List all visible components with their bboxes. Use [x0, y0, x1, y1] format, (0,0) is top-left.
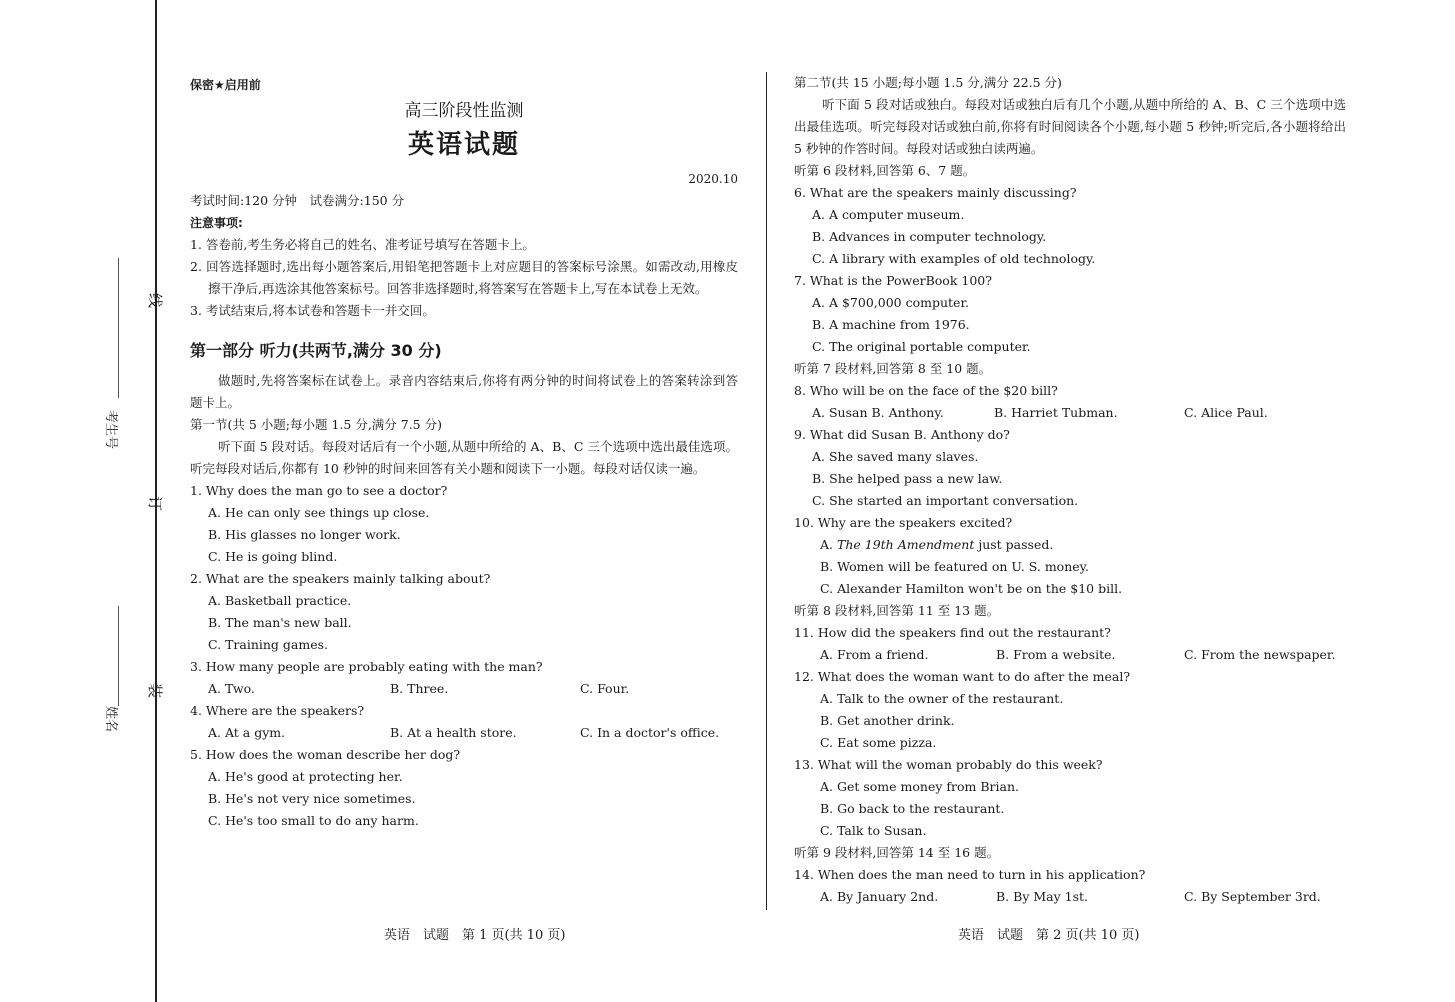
exam-title: 英语试题 — [407, 130, 520, 160]
option: C. Talk to Susan. — [820, 823, 927, 838]
option: A. He can only see things up close. — [208, 505, 430, 520]
option-prefix: A. — [820, 537, 837, 552]
option: A. She saved many slaves. — [812, 449, 979, 464]
question-8: 8. Who will be on the face of the $20 bill? — [794, 383, 1058, 398]
option: B. Women will be featured on U. S. money. — [820, 559, 1090, 574]
question-2: 2. What are the speakers mainly talking about? — [190, 571, 491, 586]
option-row — [190, 678, 738, 700]
name-label: 姓名 — [103, 706, 118, 733]
question-3: 3. How many people are probably eating with the man? — [190, 659, 543, 674]
option: B. The man's new ball. — [208, 615, 352, 630]
column-divider — [766, 72, 767, 910]
question-5: 5. How does the woman describe her dog? — [190, 747, 461, 762]
question-13: 13. What will the woman probably do this week? — [794, 757, 1103, 772]
option: B. He's not very nice sometimes. — [208, 791, 416, 806]
option: B. At a health store. — [390, 725, 517, 740]
time-info: 考试时间:120 分钟 试卷满分:150 分 — [190, 193, 405, 208]
option: A. Talk to the owner of the restaurant. — [820, 691, 1064, 706]
right-page — [794, 72, 1346, 908]
option: B. Advances in computer technology. — [812, 229, 1047, 244]
option: C. By September 3rd. — [1184, 889, 1321, 904]
option: B. Go back to the restaurant. — [820, 801, 1005, 816]
option-row — [794, 886, 1346, 908]
option: A. Two. — [208, 681, 255, 696]
option: B. A machine from 1976. — [812, 317, 970, 332]
option-italic: The 19th Amendment — [836, 537, 975, 552]
left-page — [190, 72, 738, 832]
option-row — [190, 722, 738, 744]
question-14: 14. When does the man need to turn in his application? — [794, 867, 1146, 882]
section-two-heading: 第二节(共 15 小题;每小题 1.5 分,满分 22.5 分) — [794, 75, 1062, 90]
left-page-footer: 英语 试题 第 1 页(共 10 页) — [384, 928, 566, 943]
confidential-mark: 保密★启用前 — [190, 78, 261, 92]
option: A. Basketball practice. — [208, 593, 352, 608]
option: C. Four. — [580, 681, 630, 696]
right-page-footer: 英语 试题 第 2 页(共 10 页) — [958, 928, 1140, 943]
option: C. In a doctor's office. — [580, 725, 720, 740]
option: A. He's good at protecting her. — [208, 769, 403, 784]
material-heading: 听第 6 段材料,回答第 6、7 题。 — [794, 163, 976, 178]
section-one-heading: 第一节(共 5 小题;每小题 1.5 分,满分 7.5 分) — [190, 417, 442, 432]
option: A. Get some money from Brian. — [820, 779, 1019, 794]
question-11: 11. How did the speakers find out the restaurant? — [794, 625, 1111, 640]
option: B. Harriet Tubman. — [994, 405, 1118, 420]
option: B. Three. — [390, 681, 449, 696]
option: A. At a gym. — [208, 725, 286, 740]
option: B. From a website. — [996, 647, 1116, 662]
question-1: 1. Why does the man go to see a doctor? — [190, 483, 448, 498]
section-one-intro: 听下面 5 段对话。每段对话后有一个小题,从题中所给的 A、B、C 三个选项中选出最佳选项。听完每段对话后,你都有 10 秒钟的时间来回答有关小题和阅读下一小题。每段对话仅读一遍。 — [190, 439, 738, 476]
option-row — [794, 402, 1346, 424]
option: A. By January 2nd. — [820, 889, 939, 904]
exam-date: 2020.10 — [688, 172, 738, 186]
section-two-intro: 听下面 5 段对话或独白。每段对话或独白后有几个小题,从题中所给的 A、B、C 三个选项中选出最佳选项。听完每段对话或独白前,你将有时间阅读各个小题,每小题 5 秒钟;听完后,各小题将给出 5 秒钟的作答时间。每段对话或独白读两遍。 — [794, 97, 1346, 156]
material-heading: 听第 7 段材料,回答第 8 至 10 题。 — [794, 361, 992, 376]
option: C. Eat some pizza. — [820, 735, 937, 750]
material-heading: 听第 9 段材料,回答第 14 至 16 题。 — [794, 845, 1000, 860]
option — [794, 534, 1346, 556]
gutter-zhuang: 装 — [146, 682, 165, 699]
option: B. By May 1st. — [996, 889, 1089, 904]
question-4: 4. Where are the speakers? — [190, 703, 365, 718]
option: A. A $700,000 computer. — [812, 295, 970, 310]
question-10: 10. Why are the speakers excited? — [794, 515, 1013, 530]
option: B. His glasses no longer work. — [208, 527, 401, 542]
option-suffix: just passed. — [974, 537, 1054, 552]
option-row — [794, 644, 1346, 666]
notice-item: 3. 考试结束后,将本试卷和答题卡一并交回。 — [190, 303, 435, 318]
option: C. Alice Paul. — [1184, 405, 1268, 420]
option: B. Get another drink. — [820, 713, 955, 728]
material-heading: 听第 8 段材料,回答第 11 至 13 题。 — [794, 603, 1000, 618]
option: A. A computer museum. — [812, 207, 965, 222]
part-one-title: 第一部分 听力(共两节,满分 30 分) — [190, 341, 442, 360]
notice-item: 1. 答卷前,考生务必将自己的姓名、准考证号填写在答题卡上。 — [190, 237, 535, 252]
question-9: 9. What did Susan B. Anthony do? — [794, 427, 1010, 442]
option: A. From a friend. — [820, 647, 929, 662]
gutter-xian: 线 — [146, 292, 165, 309]
exam-subtitle: 高三阶段性监测 — [404, 101, 524, 121]
name-line — [118, 606, 119, 706]
option: C. Alexander Hamilton won't be on the $10 bill. — [820, 581, 1123, 596]
gutter-ding: 订 — [146, 495, 165, 512]
notice-heading: 注意事项: — [190, 216, 243, 230]
option: C. He is going blind. — [208, 549, 338, 564]
option: B. She helped pass a new law. — [812, 471, 1003, 486]
option: A. Susan B. Anthony. — [812, 405, 944, 420]
option: C. A library with examples of old technology. — [812, 251, 1096, 266]
question-6: 6. What are the speakers mainly discussing? — [794, 185, 1077, 200]
option: C. Training games. — [208, 637, 328, 652]
notice-item: 2. 回答选择题时,选出每小题答案后,用铅笔把答题卡上对应题目的答案标号涂黑。如需改动,用橡皮擦干净后,再选涂其他答案标号。回答非选择题时,将答案写在答题卡上,写在本试卷上无效。 — [190, 259, 738, 296]
question-7: 7. What is the PowerBook 100? — [794, 273, 992, 288]
option: C. He's too small to do any harm. — [208, 813, 419, 828]
exam-no-line — [118, 258, 119, 398]
option: C. From the newspaper. — [1184, 647, 1336, 662]
part-one-intro: 做题时,先将答案标在试卷上。录音内容结束后,你将有两分钟的时间将试卷上的答案转涂到答题卡上。 — [190, 373, 738, 410]
exam-no-label: 考生号 — [103, 410, 118, 450]
question-12: 12. What does the woman want to do after the meal? — [794, 669, 1131, 684]
option: C. The original portable computer. — [812, 339, 1031, 354]
option: C. She started an important conversation. — [812, 493, 1079, 508]
